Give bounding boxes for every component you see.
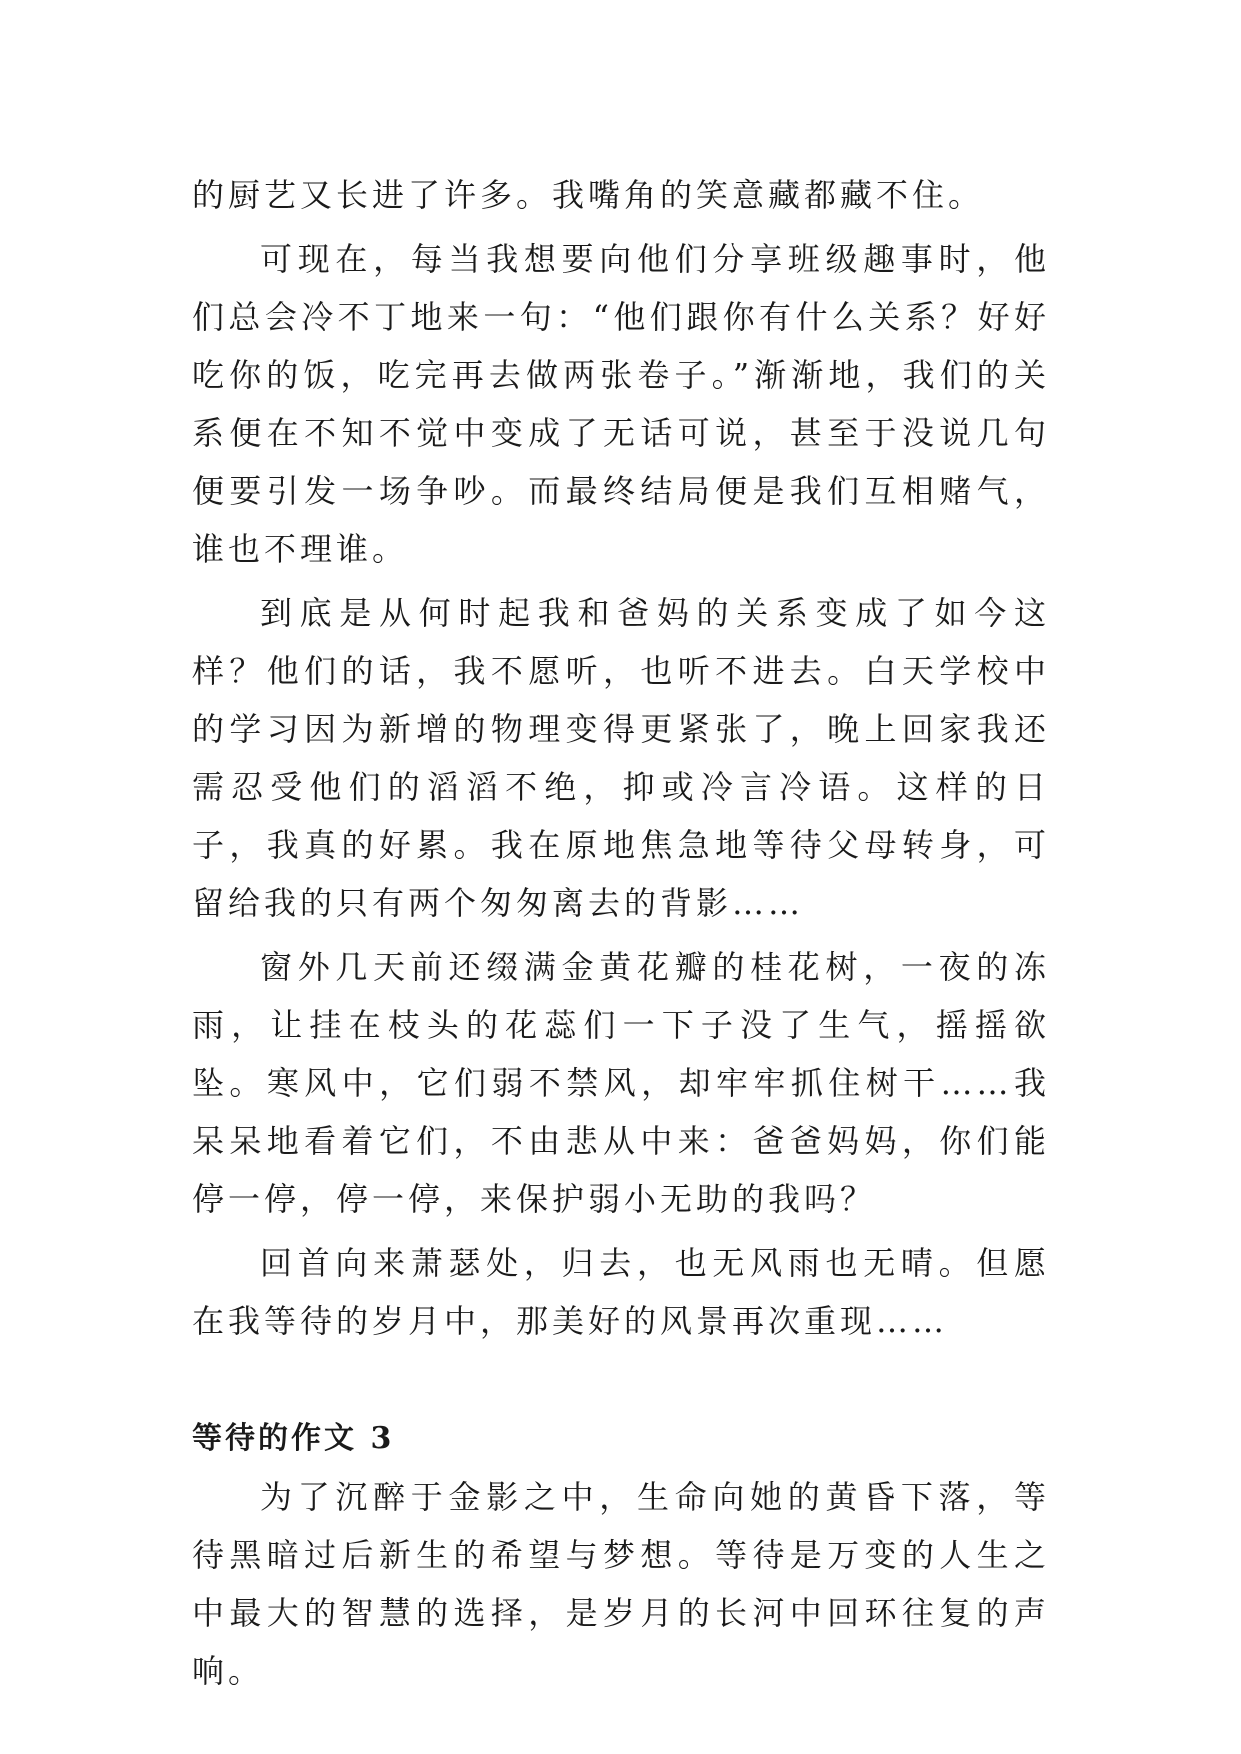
section-title: 等待的作文 3 [192, 1421, 395, 1456]
paragraph-closing: 回首向来萧瑟处，归去，也无风雨也无晴。但愿在我等待的岁月中，那美好的风景再次重现…… [192, 1244, 1050, 1340]
paragraph-osmanthus: 窗外几天前还缀满金黄花瓣的桂花树，一夜的冻雨，让挂在枝头的花蕊们一下子没了生气，摇摇欲坠。寒风中，它们弱不禁风，却牢牢抓住树干……我呆呆地看着它们，不由悲从中来：爸爸妈妈，你们能停一停，停一停，来保护弱小无助的我吗？ [192, 948, 1050, 1218]
paragraph-continuation: 的厨艺又长进了许多。我嘴角的笑意藏都藏不住。 [192, 176, 985, 214]
paragraph-relationship: 到底是从何时起我和爸妈的关系变成了如今这样？他们的话，我不愿听，也听不进去。白天学校中的学习因为新增的物理变得更紧张了，晚上回家我还需忍受他们的滔滔不绝，抑或冷言冷语。这样的日子，我真的好累。我在原地焦急地等待父母转身，可留给我的只有两个匆匆离去的背影…… [192, 594, 1050, 922]
paragraph-now: 可现在，每当我想要向他们分享班级趣事时，他们总会冷不丁地来一句：“他们跟你有什么关系？好好吃你的饭，吃完再去做两张卷子。”渐渐地，我们的关系便在不知不觉中变成了无话可说，甚至于没说几句便要引发一场争吵。而最终结局便是我们互相赌气，谁也不理谁。 [192, 240, 1050, 568]
document-page [192, 160, 1050, 1700]
paragraph-essay-3-intro: 为了沉醉于金影之中，生命向她的黄昏下落，等待黑暗过后新生的希望与梦想。等待是万变的人生之中最大的智慧的选择，是岁月的长河中回环往复的声响。 [192, 1478, 1050, 1690]
